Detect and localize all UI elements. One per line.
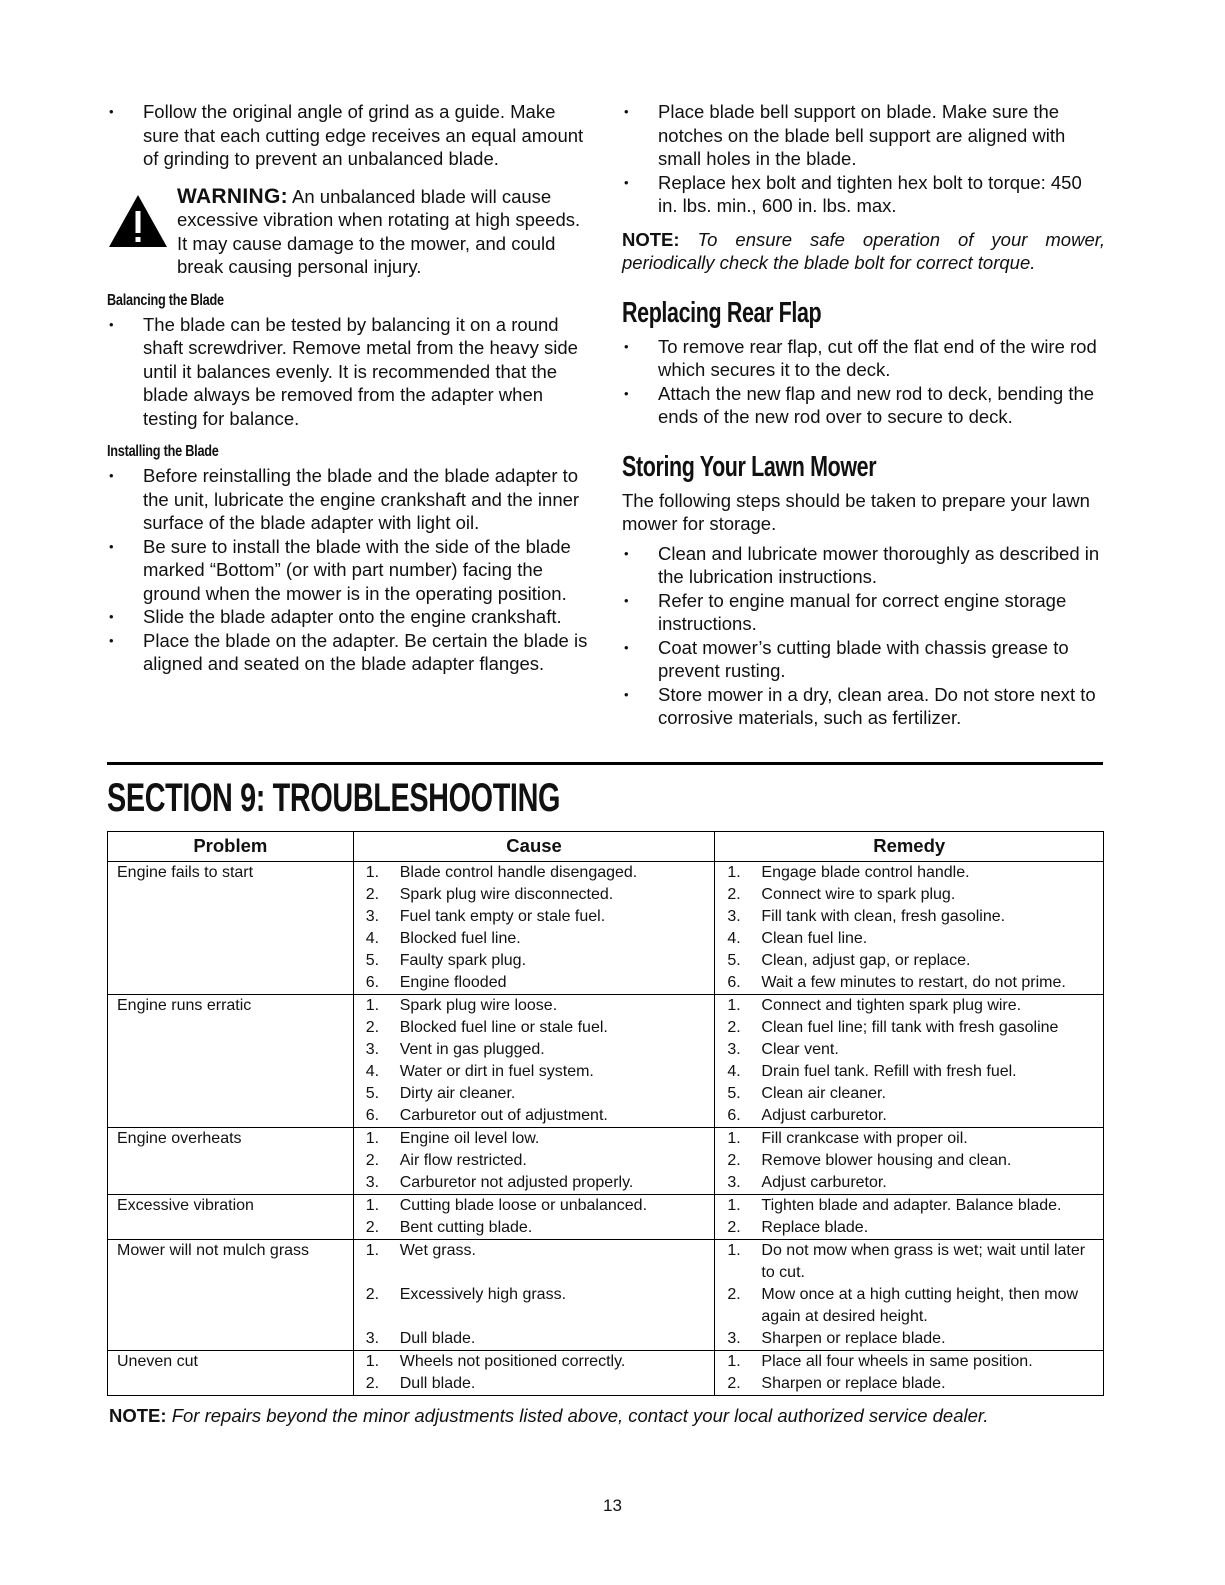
- remedy-cell: [715, 972, 1104, 995]
- cause-item: [364, 1328, 711, 1350]
- table-row: [108, 884, 1104, 906]
- table-row: [108, 1039, 1104, 1061]
- remedy-text: Wait a few minutes to restart, do not prime.: [761, 974, 1066, 991]
- list-item: • Clean and lubricate mower thoroughly as described in the lubrication instructions.: [622, 542, 1105, 589]
- item-number: 3.: [727, 1330, 741, 1347]
- remedy-text: Clean air cleaner.: [761, 1085, 886, 1102]
- item-number: 2.: [727, 1019, 741, 1036]
- cause-cell: [353, 1351, 715, 1374]
- item-number: 1.: [727, 1197, 741, 1214]
- remedy-text: Sharpen or replace blade.: [761, 1375, 946, 1392]
- cause-item: [364, 884, 711, 906]
- item-number: 3.: [365, 1330, 380, 1347]
- note-text: To ensure safe operation of your mower, periodically check the blade bolt for correct torque.: [622, 228, 1106, 273]
- cause-text: Blocked fuel line.: [399, 930, 521, 947]
- table-row: [108, 906, 1104, 928]
- cause-text: Carburetor not adjusted properly.: [399, 1174, 634, 1191]
- cause-cell: [353, 1061, 715, 1083]
- problem-cell: [108, 972, 354, 995]
- cause-item: [364, 1373, 711, 1395]
- page-number: 13: [603, 1496, 622, 1515]
- table-row: [108, 862, 1104, 885]
- cause-cell: [353, 1128, 715, 1151]
- remedy-item: [725, 1039, 1099, 1061]
- problem-cell: [108, 1373, 354, 1396]
- item-number: 3.: [365, 1041, 380, 1058]
- remedy-cell: [715, 884, 1104, 906]
- problem-cell: [108, 906, 354, 928]
- cause-text: Bent cutting blade.: [399, 1219, 533, 1236]
- list-item: • Attach the new flap and new rod to deck, bending the ends of the new rod over to secure to deck.: [622, 382, 1105, 429]
- remedy-cell: [715, 1061, 1104, 1083]
- table-row: [108, 995, 1104, 1018]
- header-problem: Problem: [108, 832, 354, 862]
- cause-item: [364, 1195, 711, 1217]
- table-header-row: [108, 832, 1104, 862]
- item-number: 3.: [365, 908, 380, 925]
- section-divider: [107, 762, 1103, 765]
- item-number: 3.: [727, 1174, 741, 1191]
- cause-cell: [353, 1240, 715, 1285]
- service-note: [109, 1404, 989, 1428]
- cause-item: [364, 950, 711, 972]
- cause-item: [364, 1061, 711, 1083]
- problem-cell: Uneven cut: [108, 1351, 354, 1374]
- cause-item: [364, 1150, 711, 1172]
- problem-cell: Engine fails to start: [108, 862, 354, 885]
- cause-cell: [353, 1039, 715, 1061]
- remedy-text: Fill crankcase with proper oil.: [761, 1130, 968, 1147]
- table-row: [108, 1284, 1104, 1328]
- cause-cell: [353, 950, 715, 972]
- remedy-cell: [715, 862, 1104, 885]
- list-item: • Store mower in a dry, clean area. Do not store next to corrosive materials, such as fertilizer.: [622, 683, 1105, 730]
- cause-cell: [353, 1105, 715, 1128]
- problem-cell: [108, 1284, 354, 1328]
- cause-text: Wet grass.: [399, 1242, 476, 1259]
- cause-item: [364, 862, 711, 884]
- cause-item: [364, 995, 711, 1017]
- list-item: • To remove rear flap, cut off the flat end of the wire rod which secures it to the deck.: [622, 335, 1105, 382]
- cause-text: Faulty spark plug.: [399, 952, 527, 969]
- rear-flap-heading: Replacing Rear Flap: [622, 296, 822, 329]
- remedy-cell: [715, 1328, 1104, 1351]
- table-row: [108, 1351, 1104, 1374]
- table-row: [108, 1172, 1104, 1195]
- cause-item: [364, 1105, 711, 1127]
- remedy-cell: [715, 1351, 1104, 1374]
- item-number: 1.: [727, 1353, 741, 1370]
- item-number: 5.: [365, 1085, 380, 1102]
- cause-text: Spark plug wire disconnected.: [399, 886, 614, 903]
- remedy-cell: [715, 1373, 1104, 1396]
- cause-item: [364, 1284, 711, 1306]
- item-number: 1.: [727, 1242, 741, 1259]
- item-number: 2.: [727, 1152, 741, 1169]
- balancing-list: [107, 313, 589, 431]
- right-column: [622, 100, 1105, 730]
- left-intro-list: [107, 100, 589, 171]
- item-number: 2.: [727, 886, 741, 903]
- item-number: 4.: [365, 930, 380, 947]
- cause-cell: [353, 1150, 715, 1172]
- table-row: [108, 1061, 1104, 1083]
- header-cause: Cause: [353, 832, 715, 862]
- table-row: [108, 1328, 1104, 1351]
- remedy-item: [725, 1172, 1099, 1194]
- remedy-text: Replace blade.: [761, 1219, 869, 1236]
- remedy-item: [725, 950, 1099, 972]
- item-number: 2.: [727, 1286, 741, 1303]
- note-label: NOTE:: [622, 228, 680, 250]
- cause-cell: [353, 972, 715, 995]
- table-row: [108, 1017, 1104, 1039]
- balancing-heading: Balancing the Blade: [107, 291, 224, 309]
- remedy-text: Tighten blade and adapter. Balance blade.: [761, 1197, 1062, 1214]
- remedy-item: [725, 972, 1099, 994]
- remedy-cell: [715, 1195, 1104, 1218]
- cause-text: Spark plug wire loose.: [399, 997, 558, 1014]
- remedy-text: Fill tank with clean, fresh gasoline.: [761, 908, 1006, 925]
- table-row: [108, 928, 1104, 950]
- cause-cell: [353, 906, 715, 928]
- remedy-text: Adjust carburetor.: [761, 1107, 887, 1124]
- torque-note: [622, 228, 1105, 275]
- problem-cell: [108, 1083, 354, 1105]
- item-number: 6.: [365, 974, 380, 991]
- list-item: • Slide the blade adapter onto the engine crankshaft.: [107, 605, 589, 629]
- remedy-cell: [715, 1150, 1104, 1172]
- cause-item: [364, 1172, 711, 1194]
- table-row: [108, 1083, 1104, 1105]
- remedy-cell: [715, 1284, 1104, 1328]
- item-number: 2.: [365, 886, 380, 903]
- remedy-item: [725, 862, 1099, 884]
- remedy-item: [725, 928, 1099, 950]
- cause-cell: [353, 1373, 715, 1396]
- remedy-text: Clean fuel line; fill tank with fresh gasoline: [761, 1019, 1059, 1036]
- cause-text: Wheels not positioned correctly.: [399, 1353, 626, 1370]
- cause-cell: [353, 1284, 715, 1328]
- note-text: For repairs beyond the minor adjustments listed above, contact your local authorized service dealer.: [171, 1405, 989, 1426]
- problem-cell: [108, 928, 354, 950]
- cause-text: Dull blade.: [399, 1375, 476, 1392]
- remedy-text: Clean fuel line.: [761, 930, 868, 947]
- problem-cell: [108, 884, 354, 906]
- remedy-text: Connect and tighten spark plug wire.: [761, 997, 1022, 1014]
- item-number: 1.: [727, 864, 741, 881]
- item-number: 1.: [365, 1197, 380, 1214]
- remedy-cell: [715, 906, 1104, 928]
- item-number: 1.: [365, 997, 380, 1014]
- cause-cell: [353, 884, 715, 906]
- remedy-cell: [715, 1017, 1104, 1039]
- installing-list: [107, 464, 589, 676]
- list-item: • Place blade bell support on blade. Make sure the notches on the blade bell support are aligned with small holes in the blade.: [622, 100, 1105, 171]
- warning-text: An unbalanced blade will cause excessive vibration when rotating at high speeds. It may cause damage to the mower, and could break causing personal injury.: [177, 185, 581, 277]
- remedy-item: [725, 1328, 1099, 1350]
- cause-item: [364, 1017, 711, 1039]
- cause-item: [364, 1083, 711, 1105]
- cause-cell: [353, 1083, 715, 1105]
- problem-cell: Engine overheats: [108, 1128, 354, 1151]
- remedy-item: [725, 1128, 1099, 1150]
- list-item: • The blade can be tested by balancing it on a round shaft screwdriver. Remove metal from the heavy side until it balances evenly. It is recommended that the blade always be removed from the adapter when testing for balance.: [107, 313, 589, 431]
- storing-list: [622, 542, 1105, 730]
- cause-item: [364, 1217, 711, 1239]
- item-number: 1.: [727, 997, 741, 1014]
- list-item: • Coat mower’s cutting blade with chassis grease to prevent rusting.: [622, 636, 1105, 683]
- cause-text: Cutting blade loose or unbalanced.: [399, 1197, 648, 1214]
- item-number: 2.: [365, 1375, 380, 1392]
- table-row: [108, 1373, 1104, 1396]
- storing-heading: Storing Your Lawn Mower: [622, 450, 877, 483]
- list-item: • Before reinstalling the blade and the blade adapter to the unit, lubricate the engine crankshaft and the inner surface of the blade adapter with light oil.: [107, 464, 589, 535]
- cause-item: [364, 1351, 711, 1373]
- problem-cell: [108, 1172, 354, 1195]
- remedy-cell: [715, 995, 1104, 1018]
- item-number: 2.: [365, 1219, 380, 1236]
- item-number: 2.: [365, 1019, 380, 1036]
- remedy-text: Remove blower housing and clean.: [761, 1152, 1012, 1169]
- cause-text: Excessively high grass.: [399, 1286, 567, 1303]
- problem-cell: [108, 1039, 354, 1061]
- remedy-cell: [715, 928, 1104, 950]
- remedy-item: [725, 1061, 1099, 1083]
- warning-triangle-icon: [107, 193, 169, 249]
- problem-cell: Excessive vibration: [108, 1195, 354, 1218]
- remedy-item: [725, 1284, 1099, 1328]
- note-label: NOTE:: [109, 1405, 167, 1426]
- item-number: 1.: [365, 1353, 380, 1370]
- table-row: [108, 1150, 1104, 1172]
- item-number: 4.: [727, 930, 741, 947]
- cause-text: Blocked fuel line or stale fuel.: [399, 1019, 608, 1036]
- item-number: 2.: [365, 1152, 380, 1169]
- cause-cell: [353, 1195, 715, 1218]
- remedy-item: [725, 1240, 1099, 1284]
- cause-text: Water or dirt in fuel system.: [399, 1063, 594, 1080]
- remedy-cell: [715, 1172, 1104, 1195]
- remedy-text: Do not mow when grass is wet; wait until later to cut.: [761, 1242, 1086, 1281]
- remedy-cell: [715, 950, 1104, 972]
- cause-cell: [353, 995, 715, 1018]
- cause-item: [364, 1240, 711, 1262]
- item-number: 1.: [365, 1242, 380, 1259]
- list-item: • Be sure to install the blade with the side of the blade marked “Bottom” (or with part number) facing the ground when the mower is in the operating position.: [107, 535, 589, 606]
- table-row: [108, 1240, 1104, 1285]
- item-number: 6.: [727, 1107, 741, 1124]
- problem-cell: Engine runs erratic: [108, 995, 354, 1018]
- cause-cell: [353, 1017, 715, 1039]
- problem-cell: [108, 950, 354, 972]
- cause-item: [364, 1039, 711, 1061]
- problem-cell: Mower will not mulch grass: [108, 1240, 354, 1285]
- table-row: [108, 1195, 1104, 1218]
- remedy-cell: [715, 1240, 1104, 1285]
- remedy-text: Connect wire to spark plug.: [761, 886, 956, 903]
- cause-text: Air flow restricted.: [399, 1152, 527, 1169]
- item-number: 3.: [727, 1041, 741, 1058]
- cause-text: Fuel tank empty or stale fuel.: [399, 908, 606, 925]
- cause-text: Engine flooded: [399, 974, 507, 991]
- cause-item: [364, 972, 711, 994]
- remedy-cell: [715, 1217, 1104, 1240]
- cause-cell: [353, 1217, 715, 1240]
- list-item: • Follow the original angle of grind as a guide. Make sure that each cutting edge receives an equal amount of grinding to prevent an unbalanced blade.: [107, 100, 589, 171]
- warning-title: WARNING:: [177, 184, 288, 208]
- remedy-cell: [715, 1105, 1104, 1128]
- problem-cell: [108, 1328, 354, 1351]
- item-number: 3.: [727, 908, 741, 925]
- cause-cell: [353, 862, 715, 885]
- cause-text: Engine oil level low.: [399, 1130, 540, 1147]
- cause-cell: [353, 1328, 715, 1351]
- warning-box: [107, 185, 589, 279]
- storing-intro: The following steps should be taken to prepare your lawn mower for storage.: [622, 489, 1090, 534]
- cause-cell: [353, 1172, 715, 1195]
- item-number: 1.: [365, 864, 380, 881]
- remedy-item: [725, 906, 1099, 928]
- item-number: 3.: [365, 1174, 380, 1191]
- problem-cell: [108, 1150, 354, 1172]
- remedy-item: [725, 884, 1099, 906]
- remedy-item: [725, 1195, 1099, 1217]
- problem-cell: [108, 1105, 354, 1128]
- remedy-text: Clear vent.: [761, 1041, 839, 1058]
- remedy-item: [725, 1105, 1099, 1127]
- remedy-text: Mow once at a high cutting height, then mow again at desired height.: [761, 1286, 1079, 1325]
- item-number: 5.: [727, 1085, 741, 1102]
- section-9-title: SECTION 9: TROUBLESHOOTING: [107, 776, 561, 820]
- list-item: • Place the blade on the adapter. Be certain the blade is aligned and seated on the blade adapter flanges.: [107, 629, 589, 676]
- remedy-cell: [715, 1083, 1104, 1105]
- problem-cell: [108, 1061, 354, 1083]
- cause-item: [364, 906, 711, 928]
- cause-text: Dull blade.: [399, 1330, 476, 1347]
- rear-flap-list: [622, 335, 1105, 429]
- remedy-item: [725, 1083, 1099, 1105]
- cause-text: Vent in gas plugged.: [399, 1041, 545, 1058]
- cause-text: Dirty air cleaner.: [399, 1085, 516, 1102]
- left-column: [107, 100, 589, 676]
- item-number: 5.: [365, 952, 380, 969]
- installing-heading: Installing the Blade: [107, 443, 219, 460]
- table-row: [108, 1217, 1104, 1240]
- remedy-cell: [715, 1039, 1104, 1061]
- item-number: 2.: [727, 1375, 741, 1392]
- right-intro-list: [622, 100, 1105, 218]
- remedy-item: [725, 1017, 1099, 1039]
- item-number: 1.: [365, 1130, 380, 1147]
- troubleshooting-table: [107, 831, 1104, 1396]
- item-number: 5.: [727, 952, 741, 969]
- table-row: [108, 1128, 1104, 1151]
- remedy-text: Place all four wheels in same position.: [761, 1353, 1033, 1370]
- item-number: 2.: [727, 1219, 741, 1236]
- remedy-item: [725, 995, 1099, 1017]
- remedy-item: [725, 1217, 1099, 1239]
- remedy-text: Drain fuel tank. Refill with fresh fuel.: [761, 1063, 1017, 1080]
- cause-text: Carburetor out of adjustment.: [399, 1107, 608, 1124]
- problem-cell: [108, 1217, 354, 1240]
- item-number: 1.: [727, 1130, 741, 1147]
- cause-cell: [353, 928, 715, 950]
- remedy-text: Engage blade control handle.: [761, 864, 970, 881]
- troubleshooting-body: [108, 862, 1104, 1396]
- cause-item: [364, 928, 711, 950]
- remedy-text: Adjust carburetor.: [761, 1174, 887, 1191]
- list-item: • Replace hex bolt and tighten hex bolt to torque: 450 in. lbs. min., 600 in. lbs. max.: [622, 171, 1105, 218]
- remedy-cell: [715, 1128, 1104, 1151]
- item-number: 4.: [365, 1063, 380, 1080]
- header-remedy: Remedy: [715, 832, 1104, 862]
- cause-text: Blade control handle disengaged.: [399, 864, 638, 881]
- problem-cell: [108, 1017, 354, 1039]
- item-number: 4.: [727, 1063, 741, 1080]
- table-row: [108, 950, 1104, 972]
- table-row: [108, 972, 1104, 995]
- item-number: 6.: [365, 1107, 380, 1124]
- remedy-text: Sharpen or replace blade.: [761, 1330, 946, 1347]
- item-number: 2.: [365, 1286, 380, 1303]
- remedy-item: [725, 1150, 1099, 1172]
- list-item: • Refer to engine manual for correct engine storage instructions.: [622, 589, 1105, 636]
- cause-item: [364, 1128, 711, 1150]
- item-number: 6.: [727, 974, 741, 991]
- remedy-item: [725, 1373, 1099, 1395]
- remedy-text: Clean, adjust gap, or replace.: [761, 952, 971, 969]
- remedy-item: [725, 1351, 1099, 1373]
- table-row: [108, 1105, 1104, 1128]
